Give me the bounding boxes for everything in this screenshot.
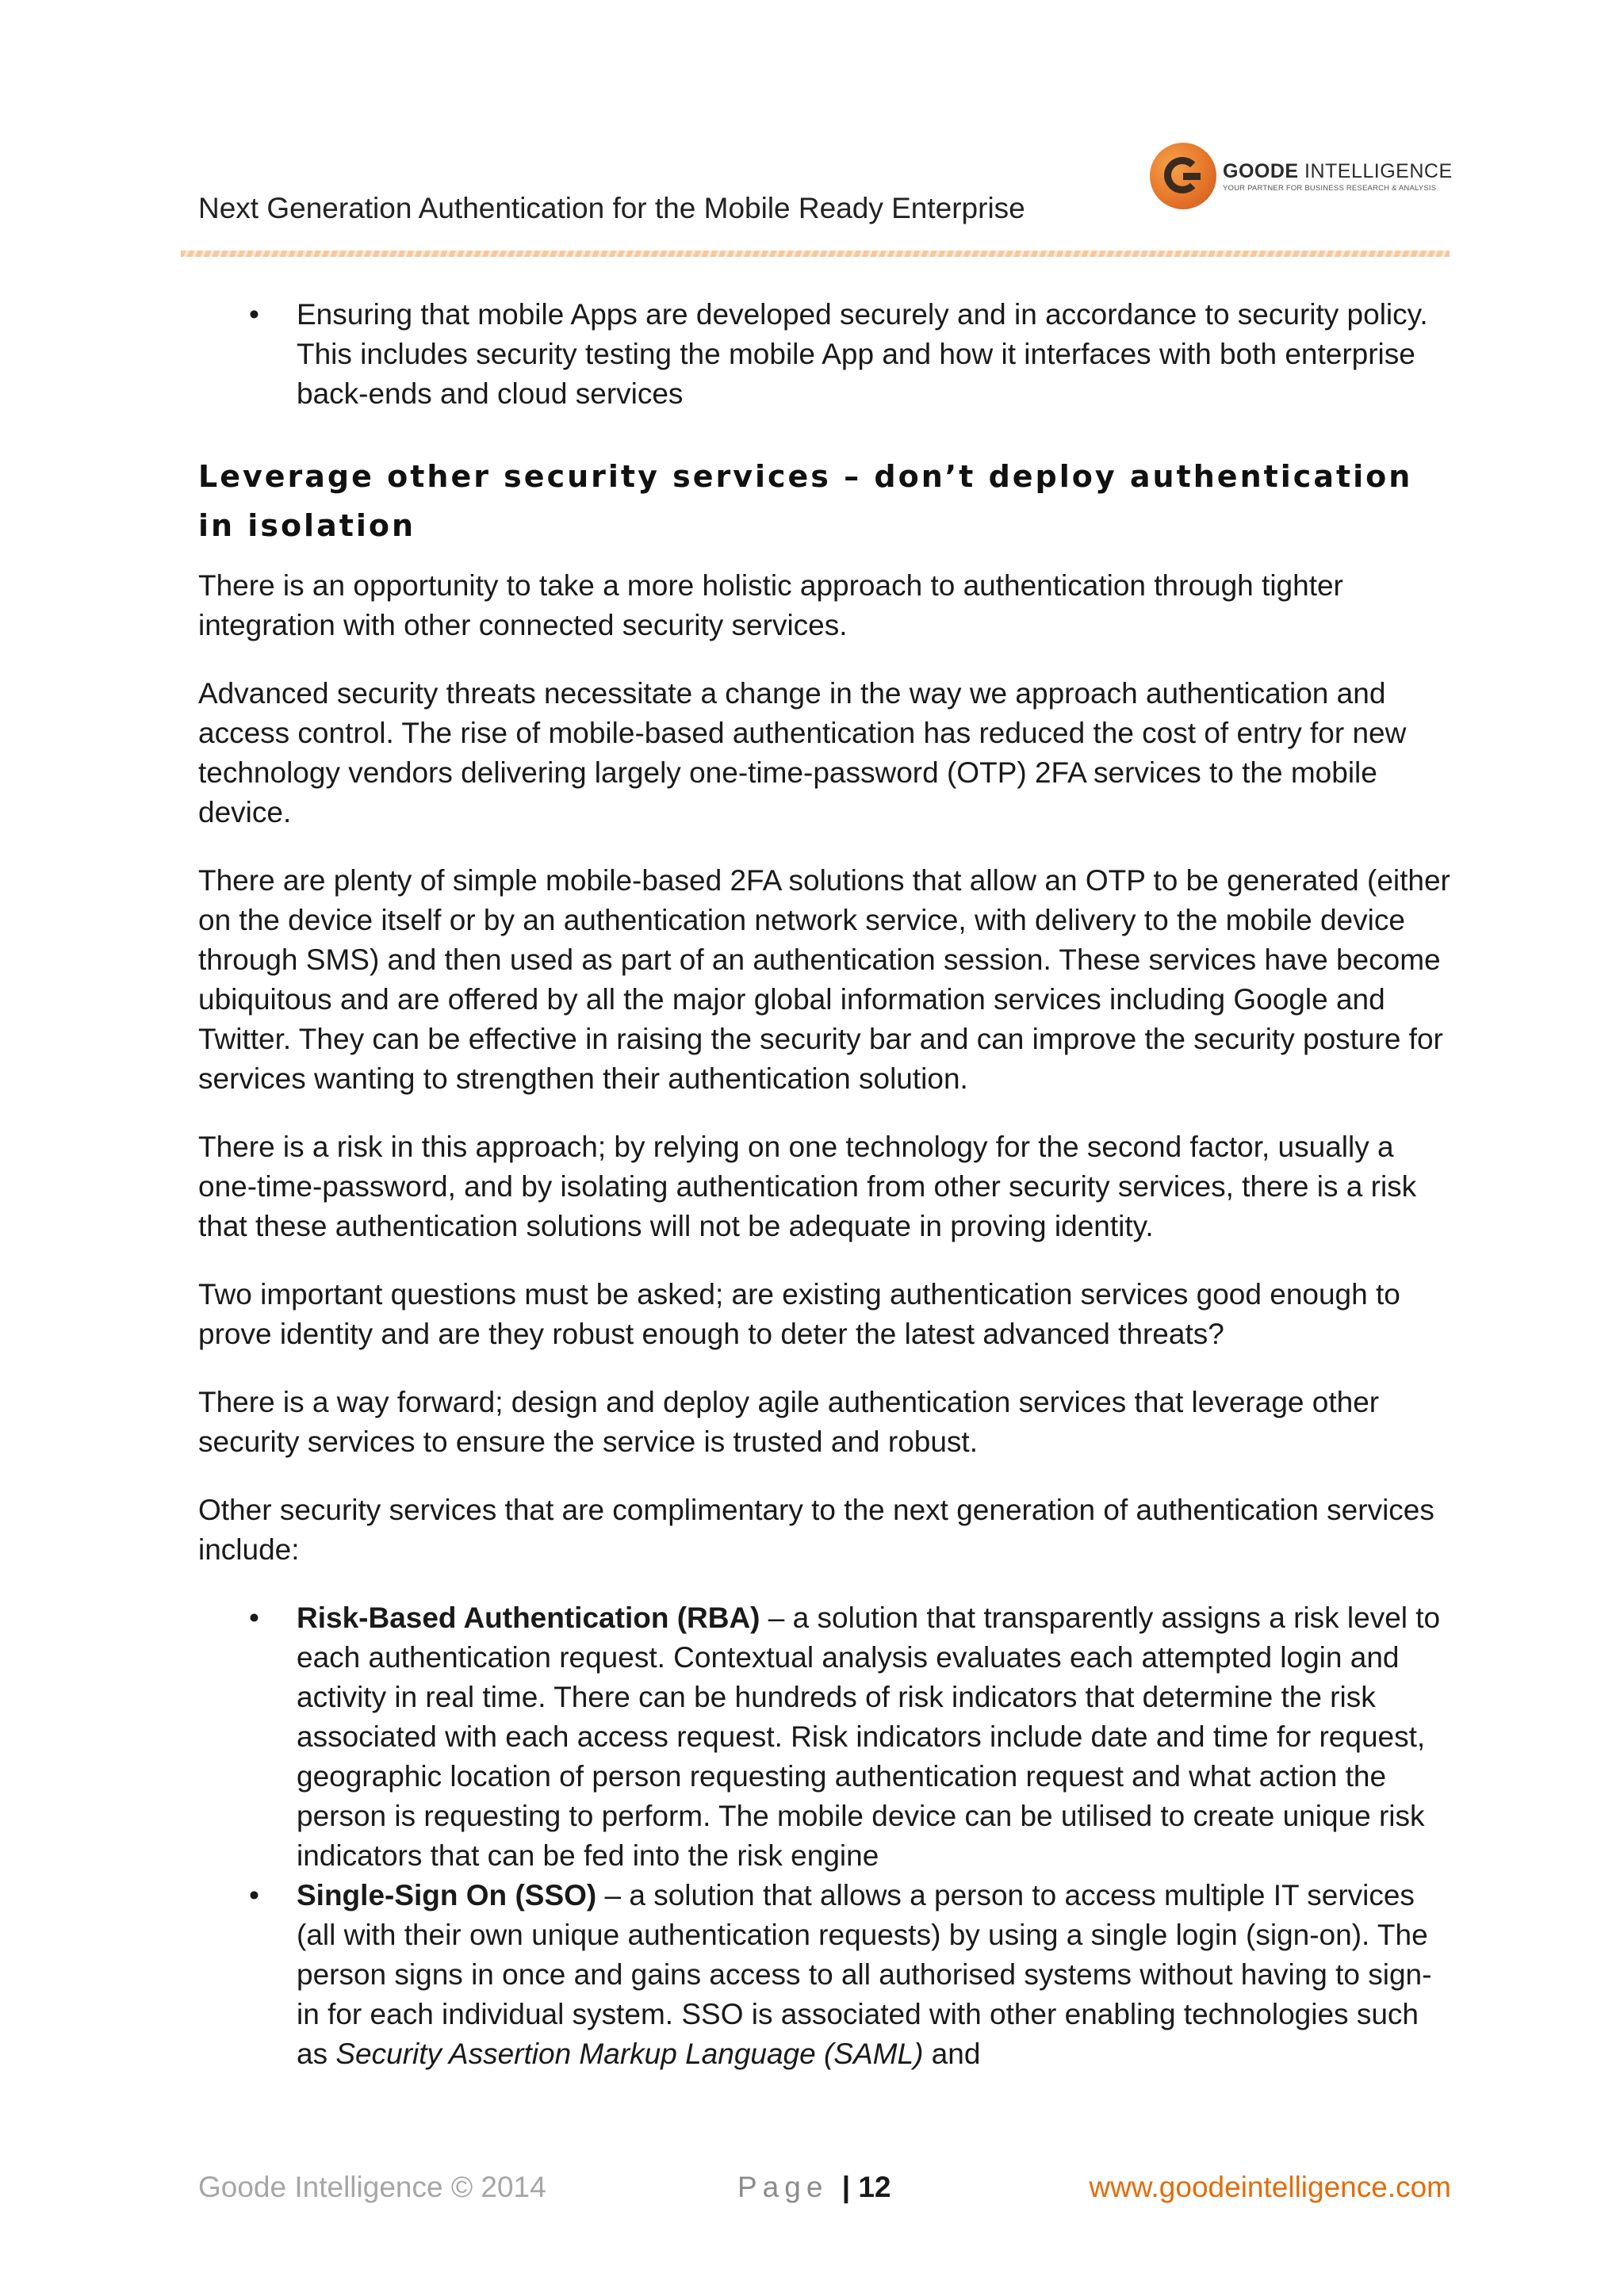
services-bullet-list: [198, 1598, 1451, 2074]
logo-tagline: YOUR PARTNER FOR BUSINESS RESEARCH & ANALYSIS: [1223, 183, 1437, 193]
top-bullet-list: [198, 295, 1451, 414]
bullet-icon: •: [249, 1879, 259, 1911]
logo-g-icon: [1150, 143, 1216, 209]
italic-term: Security Assertion Markup Language (SAML): [335, 2038, 924, 2070]
bullet-icon: •: [249, 298, 259, 331]
bullet-icon: •: [249, 1601, 259, 1634]
paragraph: There is a way forward; design and deploy agile authentication services that leverage other security services to ensure the service is trusted and robust.: [198, 1386, 1380, 1458]
paragraph: Other security services that are complimentary to the next generation of authentication services include:: [198, 1494, 1434, 1566]
document-header-title: Next Generation Authentication for the Mobile Ready Enterprise: [198, 192, 1025, 224]
paragraph: There is an opportunity to take a more holistic approach to authentication through tighter integration with other connected security services.: [198, 569, 1343, 641]
list-item: • Single-Sign On (SSO) – a solution that allows a person to access multiple IT services (all with their own unique authentication requests) by using a single login (sign-on). The person signs in once and gains access to all authorised systems without having to sign-in for each individual system. SSO is associated with other enabling technologies such as Security Assertion Markup Language (SAML) and: [198, 1876, 1451, 2074]
page-body: [198, 295, 1451, 2074]
footer-copyright: Goode Intelligence © 2014: [198, 2171, 546, 2203]
list-item: • Risk-Based Authentication (RBA) – a solution that transparently assigns a risk level to each authentication request. Contextual analysis evaluates each attempted login and activity in real time. There can be hundreds of risk indicators that determine the risk associated with each access request. Risk indicators include date and time for request, geographic location of person requesting authentication request and what action the person is requesting to perform. The mobile device can be utilised to create unique risk indicators that can be fed into the risk engine: [198, 1598, 1451, 1876]
goode-intelligence-logo: [1150, 143, 1453, 209]
footer-website-link[interactable]: www.goodeintelligence.com: [1089, 2171, 1451, 2203]
footer-page-number: Page | 12: [737, 2171, 891, 2203]
header-divider: [181, 251, 1450, 257]
section-heading: Leverage other security services – don’t deploy authentication in isolation: [198, 459, 1413, 543]
paragraph: Two important questions must be asked; are existing authentication services good enough to prove identity and are they robust enough to deter the latest advanced threats?: [198, 1278, 1400, 1350]
page-footer: [198, 2171, 1451, 2210]
paragraph: Advanced security threats necessitate a change in the way we approach authentication and access control. The rise of mobile-based authentication has reduced the cost of entry for new technology vendors delivering largely one-time-password (OTP) 2FA services to the mobile device.: [198, 677, 1407, 828]
list-item: • Ensuring that mobile Apps are developed securely and in accordance to security policy. This includes security testing the mobile App and how it interfaces with both enterprise back-ends and cloud services: [198, 295, 1451, 414]
paragraph: There are plenty of simple mobile-based 2FA solutions that allow an OTP to be generated (either on the device itself or by an authentication network service, with delivery to the mobile device through SMS) and then used as part of an authentication session. These services have become ubiquitous and are offered by all the major global information services including Google and Twitter. They can be effective in raising the security bar and can improve the security posture for services wanting to strengthen their authentication solution.: [198, 864, 1450, 1095]
service-term: Risk-Based Authentication (RBA): [297, 1601, 760, 1634]
service-term: Single-Sign On (SSO): [297, 1879, 597, 1911]
paragraph: There is a risk in this approach; by relying on one technology for the second factor, usually a one-time-password, and by isolating authentication from other security services, there is a risk that these authentication solutions will not be adequate in proving identity.: [198, 1131, 1417, 1242]
logo-name: GOODE INTELLIGENCE: [1223, 159, 1453, 182]
